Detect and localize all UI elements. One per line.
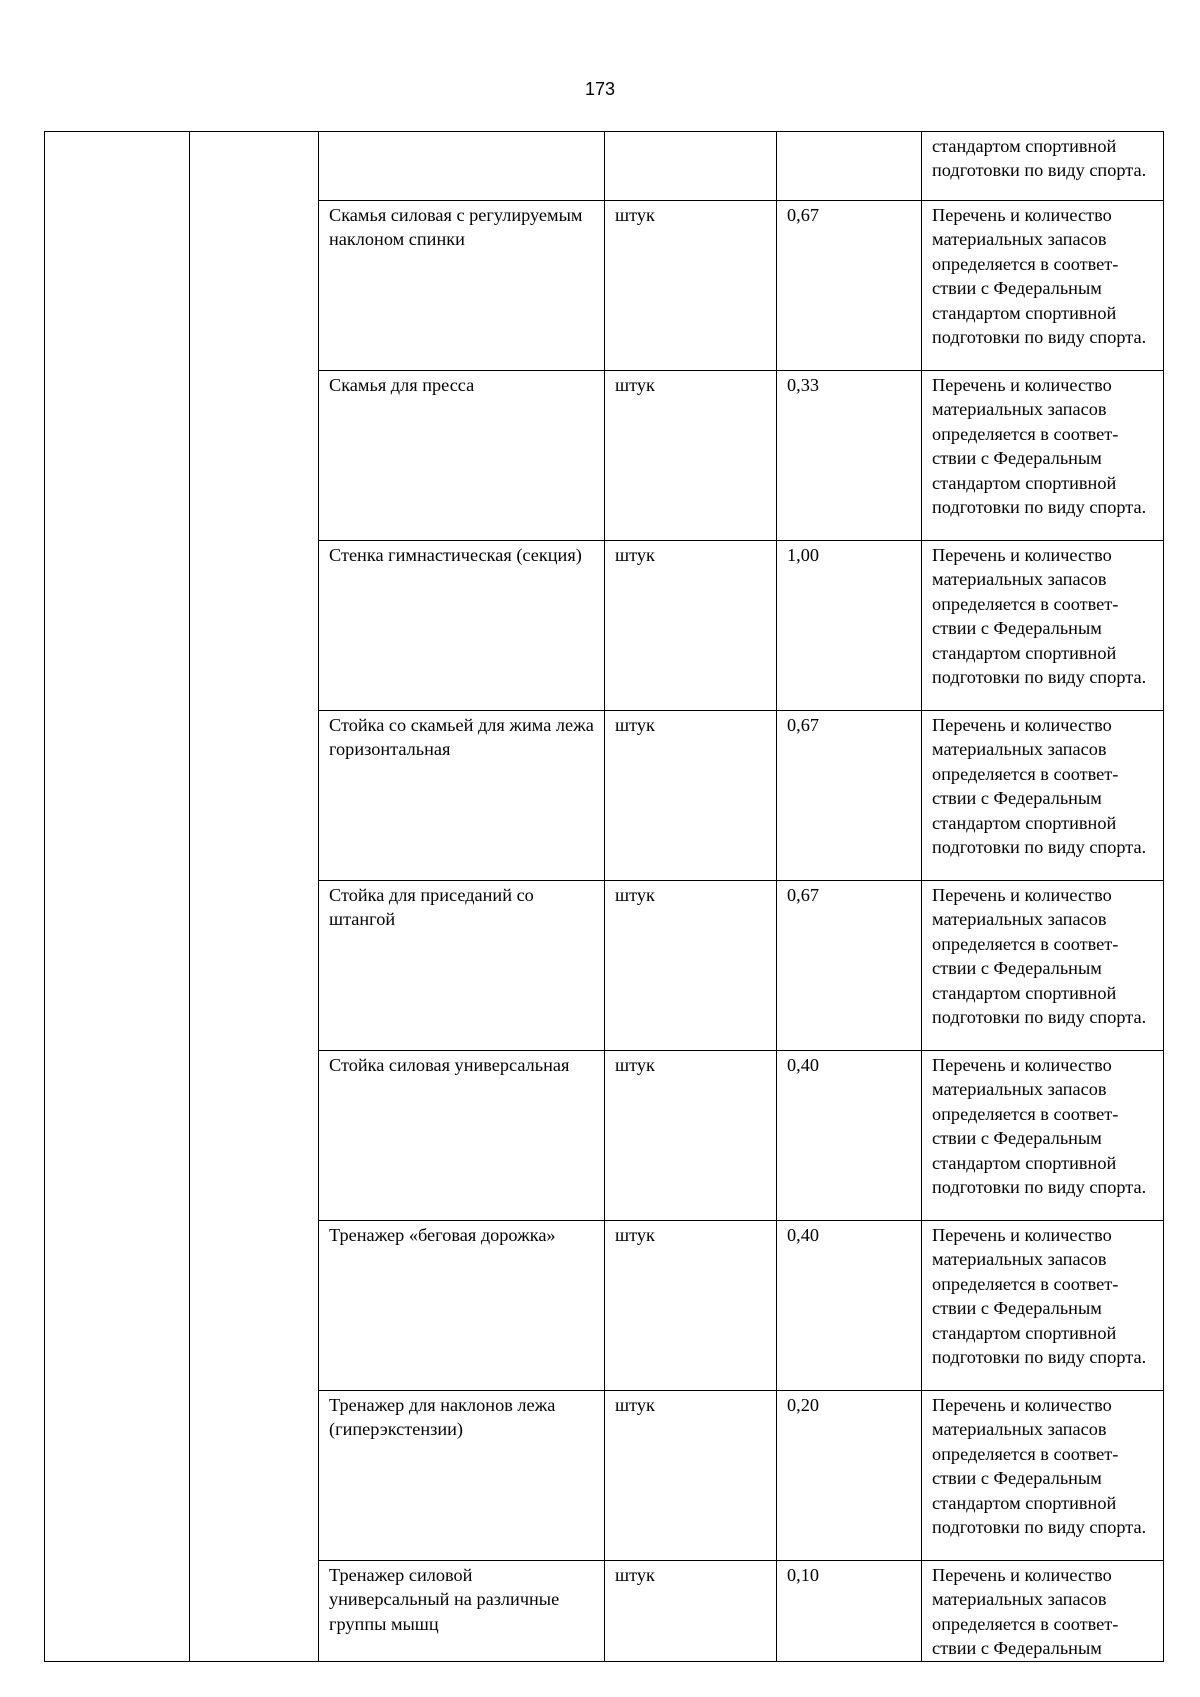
name-cell: Тренажер силовой универсальный на различные группы мышц: [319, 1561, 605, 1662]
name-cell: Стойка силовая универсальная: [319, 1051, 605, 1221]
note-cell: Перечень и количество материальных запасов определяется в соответ-ствии с Федеральным стандартом спортивной подготовки по виду спорта.: [922, 1051, 1164, 1221]
note-cell: Перечень и количество материальных запасов определяется в соответ-ствии с Федеральным стандартом спортивной подготовки по виду спорта.: [922, 201, 1164, 371]
quantity-cell: 0,67: [777, 201, 922, 371]
unit-cell: штук: [605, 1561, 777, 1662]
merged-cell-col1: [45, 132, 190, 1662]
quantity-cell: 0,20: [777, 1391, 922, 1561]
unit-cell: штук: [605, 541, 777, 711]
note-cell: Перечень и количество материальных запасов определяется в соответ-ствии с Федеральным стандартом спортивной подготовки по виду спорта.: [922, 711, 1164, 881]
quantity-cell: 1,00: [777, 541, 922, 711]
page-number: 173: [584, 79, 616, 99]
name-cell: Скамья силовая с регулируемым наклоном спинки: [319, 201, 605, 371]
unit-cell: штук: [605, 1221, 777, 1391]
unit-cell: штук: [605, 1051, 777, 1221]
note-cell: Перечень и количество материальных запасов определяется в соответ-ствии с Федеральным стандартом спортивной подготовки по виду спорта.: [922, 1221, 1164, 1391]
quantity-cell: 0,67: [777, 711, 922, 881]
name-cell: Тренажер для наклонов лежа (гиперэкстензии): [319, 1391, 605, 1561]
note-cell: Перечень и количество материальных запасов определяется в соответ-ствии с Федеральным стандартом спортивной подготовки по виду спорта.: [922, 881, 1164, 1051]
name-cell: Стойка для приседаний со штангой: [319, 881, 605, 1051]
unit-cell: штук: [605, 201, 777, 371]
name-cell: Стойка со скамьей для жима лежа горизонтальная: [319, 711, 605, 881]
quantity-cell: 0,67: [777, 881, 922, 1051]
quantity-cell: 0,40: [777, 1221, 922, 1391]
unit-cell: штук: [605, 881, 777, 1051]
table-row-continued: [45, 132, 1164, 201]
quantity-cell: 0,40: [777, 1051, 922, 1221]
note-cell: Перечень и количество материальных запасов определяется в соответ-ствии с Федеральным стандартом спортивной подготовки по виду спорта.: [922, 371, 1164, 541]
note-cell: Перечень и количество материальных запасов определяется в соответ-ствии с Федеральным стандартом спортивной подготовки по виду спорта.: [922, 541, 1164, 711]
name-cell: Тренажер «беговая дорожка»: [319, 1221, 605, 1391]
unit-cell: [605, 132, 777, 201]
name-cell: [319, 132, 605, 201]
equipment-table: [44, 131, 1164, 1662]
unit-cell: штук: [605, 711, 777, 881]
quantity-cell: 0,10: [777, 1561, 922, 1662]
name-cell: Стенка гимнастическая (секция): [319, 541, 605, 711]
note-cell: Перечень и количество материальных запасов определяется в соответ-ствии с Федеральным стандартом спортивной подготовки по виду спорта.: [922, 1391, 1164, 1561]
name-cell: Скамья для пресса: [319, 371, 605, 541]
quantity-cell: 0,33: [777, 371, 922, 541]
unit-cell: штук: [605, 371, 777, 541]
note-cell: стандартом спортивной подготовки по виду спорта.: [922, 132, 1164, 201]
quantity-cell: [777, 132, 922, 201]
merged-cell-col2: [190, 132, 319, 1662]
note-cell: Перечень и количество материальных запасов определяется в соответ-ствии с Федеральным: [922, 1561, 1164, 1662]
unit-cell: штук: [605, 1391, 777, 1561]
